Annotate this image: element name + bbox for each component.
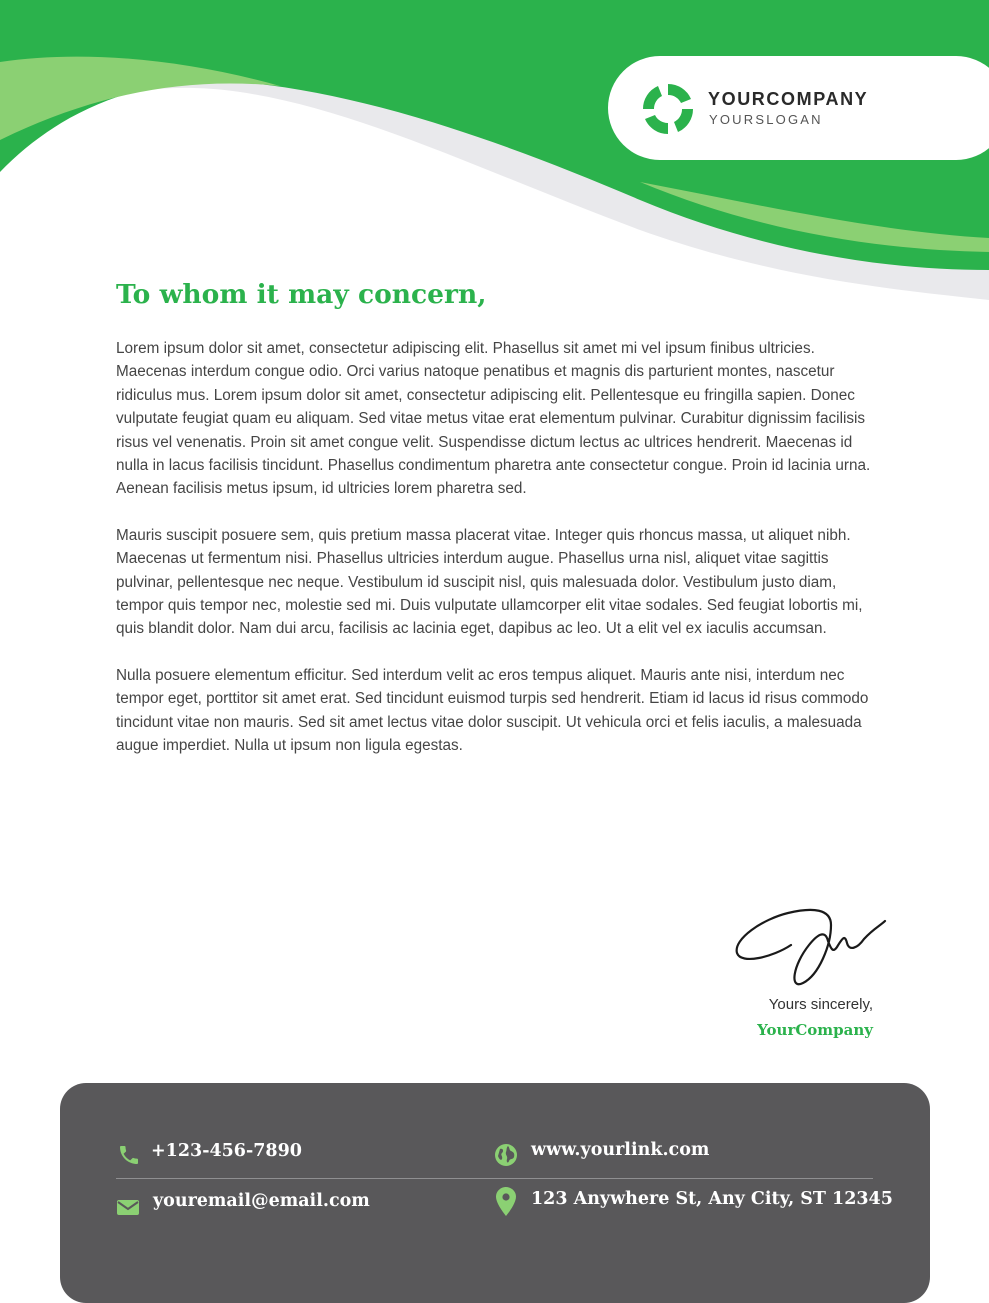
location-pin-icon bbox=[496, 1187, 516, 1217]
letter-body bbox=[116, 337, 886, 781]
closing-company: YourCompany bbox=[757, 1021, 873, 1039]
globe-icon bbox=[494, 1143, 518, 1167]
closing-line: Yours sincerely, bbox=[768, 996, 873, 1013]
email-address[interactable]: youremail@email.com bbox=[153, 1191, 370, 1211]
company-name: YOURCOMPANY bbox=[708, 89, 869, 109]
website-link[interactable]: www.yourlink.com bbox=[531, 1140, 710, 1160]
body-paragraph: Lorem ipsum dolor sit amet, consectetur adipiscing elit. Phasellus sit amet mi vel ipsum finibus ultricies. Maecenas interdum congue odio. Orci varius natoque penatibus et magnis dis parturient montes, nascetur ridiculus mus. Lorem ipsum dolor sit amet, consectetur adipiscing elit. Pellentesque eu fringilla sapien. Donec vulputate feugiat quam eu aliquam. Sed vitae metus vitae erat elementum pulvinar. Curabitur dignissim facilisis risus vel venenatis. Proin sit amet congue velit. Suspendisse dictum lectus ac ultrices hendrerit. Maecenas id nulla in lacus facilisis tincidunt. Phasellus condimentum pharetra ante consectetur congue. Proin id lacinia urna. Aenean facilisis metus ipsum, id ultricies lorem pharetra sed. bbox=[116, 340, 871, 498]
envelope-icon bbox=[117, 1198, 139, 1216]
handwritten-signature bbox=[733, 895, 888, 990]
street-address: 123 Anywhere St, Any City, ST 12345 bbox=[531, 1189, 893, 1209]
footer-divider bbox=[116, 1178, 873, 1179]
phone-number[interactable]: +123-456-7890 bbox=[151, 1141, 302, 1161]
letter-greeting: To whom it may concern, bbox=[116, 279, 487, 310]
body-paragraph: Nulla posuere elementum efficitur. Sed interdum velit ac eros tempus aliquet. Mauris ante nisi, interdum nec tempor eget, porttitor sit amet erat. Sed tincidunt euismod turpis sed hendrerit. Etiam id lacus id risus commodo tincidunt vitae non mauris. Sed sit amet lectus vitae dolor suscipit. Ut vehicula orci et felis iaculis, a malesuada augue imperdiet. Nulla ut ipsum non ligula egestas. bbox=[116, 666, 869, 755]
company-logo-icon bbox=[641, 82, 695, 136]
company-slogan: YOURSLOGAN bbox=[709, 112, 823, 127]
body-paragraph: Mauris suscipit posuere sem, quis pretium massa placerat vitae. Integer quis rhoncus massa, ut aliquet nibh. Maecenas ut fermentum nisi. Phasellus ultricies interdum augue. Phasellus urna nisl, aliquet vitae sagittis pulvinar, pellentesque nec neque. Vestibulum id suscipit nisl, quis malesuada dolor. Vestibulum justo diam, tempor quis tempor nec, molestie sed mi. Duis vulputate ullamcorper elit vitae sodales. Sed feugiat lobortis mi, quis blandit dolor. Nam dui arcu, facilisis ac lacinia eget, dapibus ac leo. Ut a elit vel ex iaculis accumsan. bbox=[116, 526, 863, 638]
phone-icon bbox=[117, 1143, 141, 1167]
